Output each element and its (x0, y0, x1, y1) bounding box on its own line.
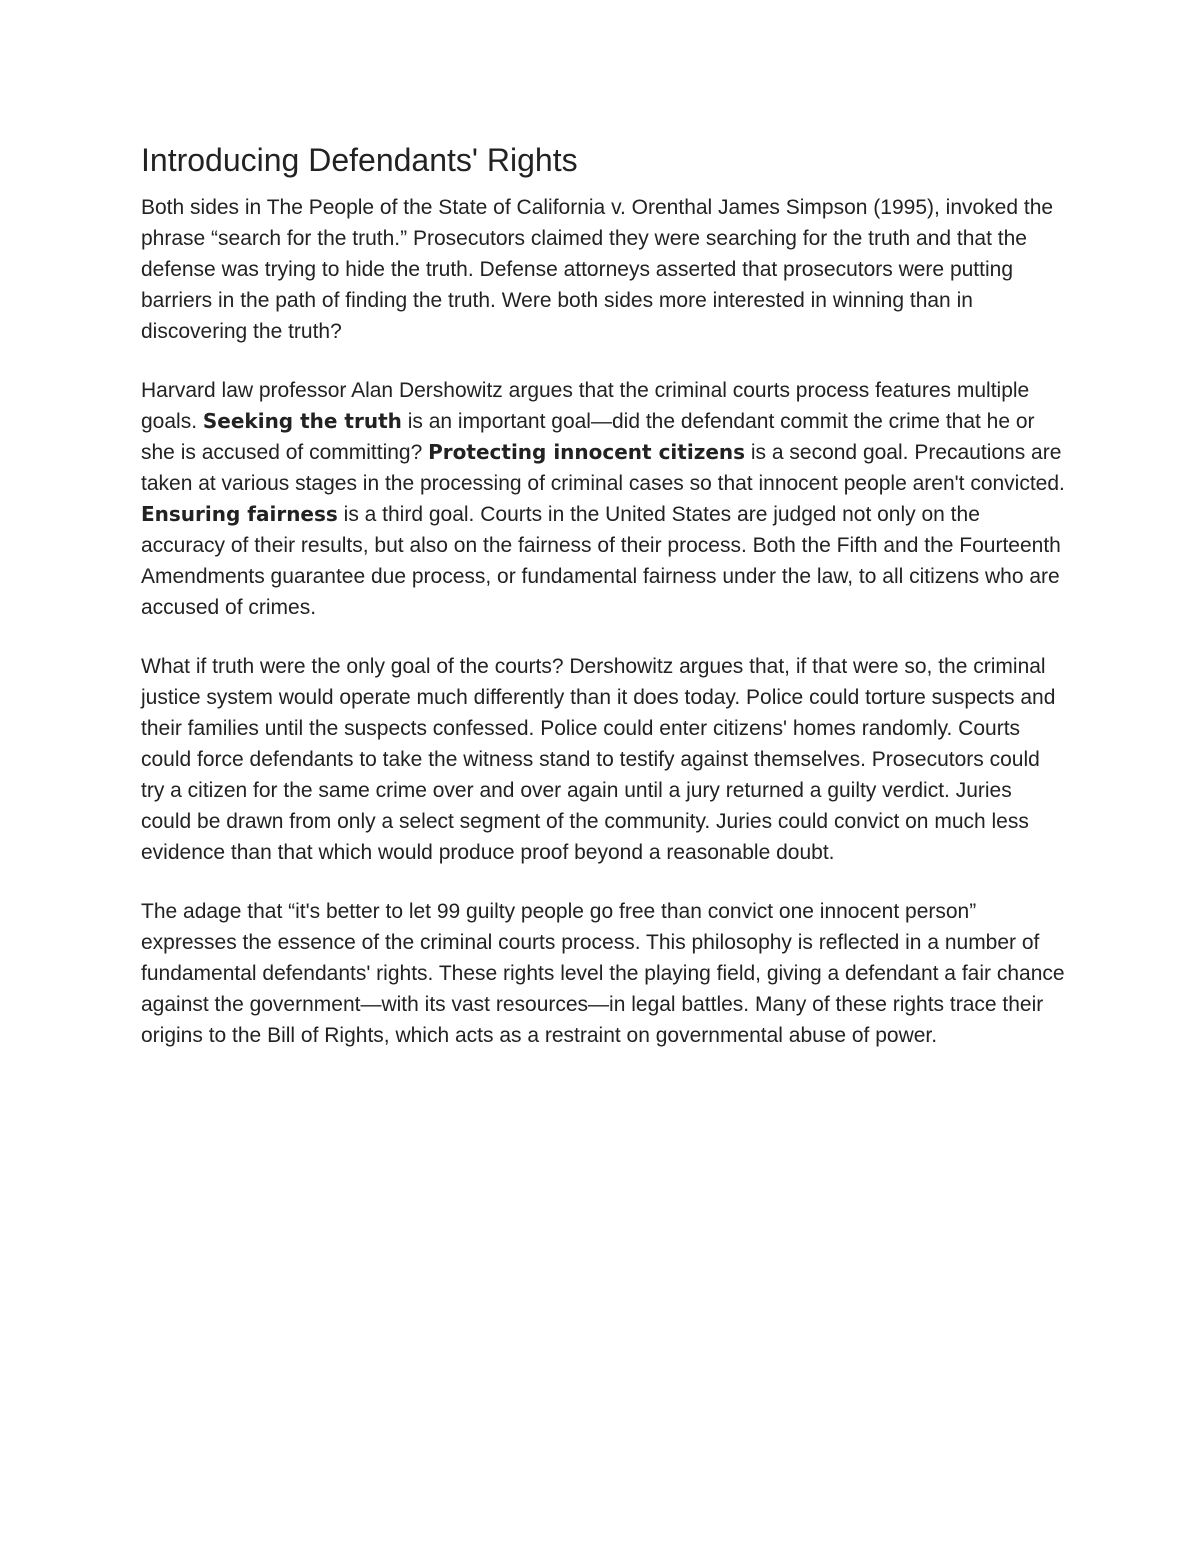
paragraph-1: Both sides in The People of the State of California v. Orenthal James Simpson (1995), invoked the phrase “search for the truth.” Prosecutors claimed they were searching for the truth and that the defense was trying to hide the truth. Defense attorneys asserted that prosecutors were putting barriers in the path of finding the truth. Were both sides more interested in winning than in discovering the truth? (141, 196, 1054, 343)
paragraph-2-text-2: is an important goal—did the defendant commit the crime that he or she is accused of committing? (141, 410, 1035, 464)
paragraph-2-text-1: Harvard law professor Alan Dershowitz argues that the criminal courts process features multiple goals. (141, 379, 1030, 433)
paragraph-2-text-3: is a second goal. Precautions are taken at various stages in the processing of criminal cases so that innocent people aren't convicted. (141, 441, 1065, 495)
paragraph-4: The adage that “it's better to let 99 guilty people go free than convict one innocent person” expresses the essence of the criminal courts process. This philosophy is reflected in a number of fundamental defendants' rights. These rights level the playing field, giving a defendant a fair chance against the government—with its vast resources—in legal battles. Many of these rights trace their origins to the Bill of Rights, which acts as a restraint on governmental abuse of power. (141, 900, 1065, 1047)
goal-protecting-innocent: Protecting innocent citizens (428, 440, 746, 464)
paragraph-3: What if truth were the only goal of the courts? Dershowitz argues that, if that were so, the criminal justice system would operate much differently than it does today. Police could torture suspects and their families until the suspects confessed. Police could enter citizens' homes randomly. Courts could force defendants to take the witness stand to testify against themselves. Prosecutors could try a citizen for the same crime over and over again until a jury returned a guilty verdict. Juries could be drawn from only a select segment of the community. Juries could convict on much less evidence than that which would produce proof beyond a reasonable doubt. (141, 655, 1056, 864)
document-title: Introducing Defendants' Rights (141, 142, 578, 178)
document-page (141, 138, 1066, 1079)
paragraph-2-text-4: is a third goal. Courts in the United States are judged not only on the accuracy of their results, but also on the fairness of their process. Both the Fifth and the Fourteenth Amendments guarantee due process, or fundamental fairness under the law, to all citizens who are accused of crimes. (141, 503, 1061, 619)
paragraph-2 (141, 375, 1066, 623)
goal-seeking-truth: Seeking the truth (202, 409, 402, 433)
goal-ensuring-fairness: Ensuring fairness (141, 502, 338, 526)
